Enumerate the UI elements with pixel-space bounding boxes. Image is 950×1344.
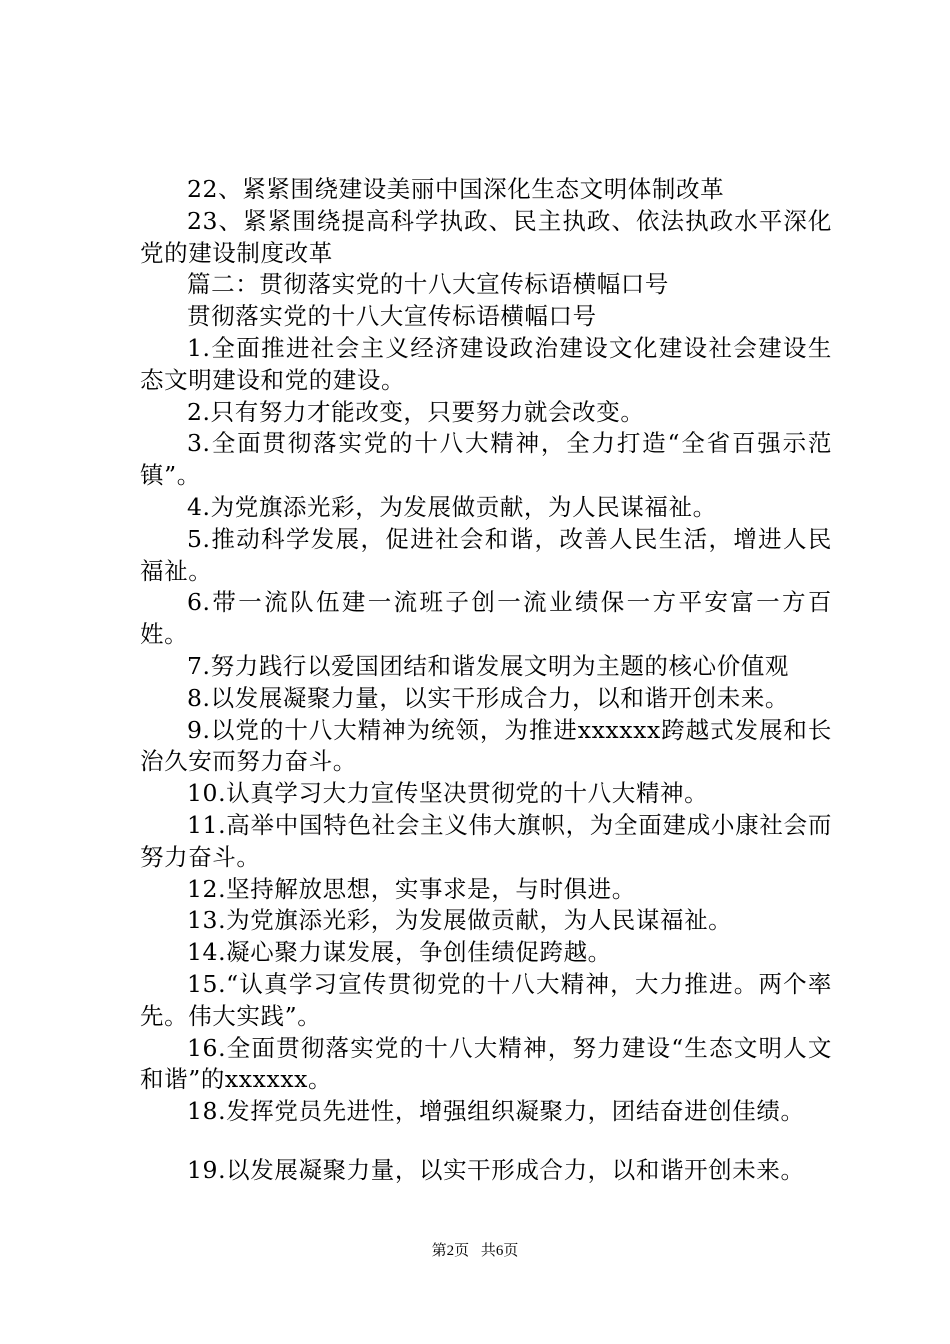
slogan-item-11: 11.高举中国特色社会主义伟大旗帜，为全面建成小康社会而努力奋斗。	[140, 810, 832, 871]
slogan-item-1: 1.全面推进社会主义经济建设政治建设文化建设社会建设生态文明建设和党的建设。	[140, 333, 832, 394]
slogan-item-8: 8.以发展凝聚力量，以实干形成合力，以和谐开创未来。	[187, 683, 790, 712]
paragraph-item-22: 22、紧紧围绕建设美丽中国深化生态文明体制改革	[187, 175, 725, 203]
slogan-item-18: 18.发挥党员先进性，增强组织凝聚力，团结奋进创佳绩。	[187, 1097, 805, 1126]
page-number: 第2页	[431, 1243, 470, 1259]
slogan-item-3: 3.全面贯彻落实党的十八大精神，全力打造“全省百强示范镇”。	[140, 429, 832, 490]
section-title: 贯彻落实党的十八大宣传标语横幅口号	[187, 302, 597, 331]
slogan-item-14: 14.凝心聚力谋发展，争创佳绩促跨越。	[187, 938, 612, 967]
paragraph-item-23: 23、紧紧围绕提高科学执政、民主执政、依法执政水平深化党的建设制度改革	[140, 206, 832, 267]
slogan-item-9: 9.以党的十八大精神为统领，为推进xxxxxx跨越式发展和长治久安而努力奋斗。	[140, 715, 832, 776]
document-body	[140, 174, 832, 1187]
slogan-item-12: 12.坚持解放思想，实事求是，与时俱进。	[187, 874, 636, 903]
page-footer	[0, 1241, 950, 1261]
slogan-item-16: 16.全面贯彻落实党的十八大精神，努力建设“生态文明人文和谐”的xxxxxx。	[140, 1033, 832, 1094]
slogan-item-13: 13.为党旗添光彩，为发展做贡献，为人民谋福祉。	[187, 906, 733, 935]
slogan-item-10: 10.认真学习大力宣传坚决贯彻党的十八大精神。	[187, 779, 709, 808]
slogan-item-7: 7.努力践行以爱国团结和谐发展文明为主题的核心价值观	[187, 651, 790, 680]
section-heading: 篇二：贯彻落实党的十八大宣传标语横幅口号	[187, 270, 669, 299]
slogan-item-2: 2.只有努力才能改变，只要努力就会改变。	[187, 397, 645, 426]
slogan-item-6: 6.带一流队伍建一流班子创一流业绩保一方平安富一方百姓。	[140, 588, 832, 649]
slogan-item-4: 4.为党旗添光彩，为发展做贡献，为人民谋福祉。	[187, 492, 717, 521]
page-total: 共6页	[480, 1243, 519, 1259]
slogan-item-5: 5.推动科学发展，促进社会和谐，改善人民生活，增进人民福祉。	[140, 524, 832, 585]
slogan-item-19: 19.以发展凝聚力量，以实干形成合力，以和谐开创未来。	[187, 1155, 805, 1184]
slogan-item-15: 15.“认真学习宣传贯彻党的十八大精神，大力推进。两个率先。伟大实践”。	[140, 969, 832, 1030]
